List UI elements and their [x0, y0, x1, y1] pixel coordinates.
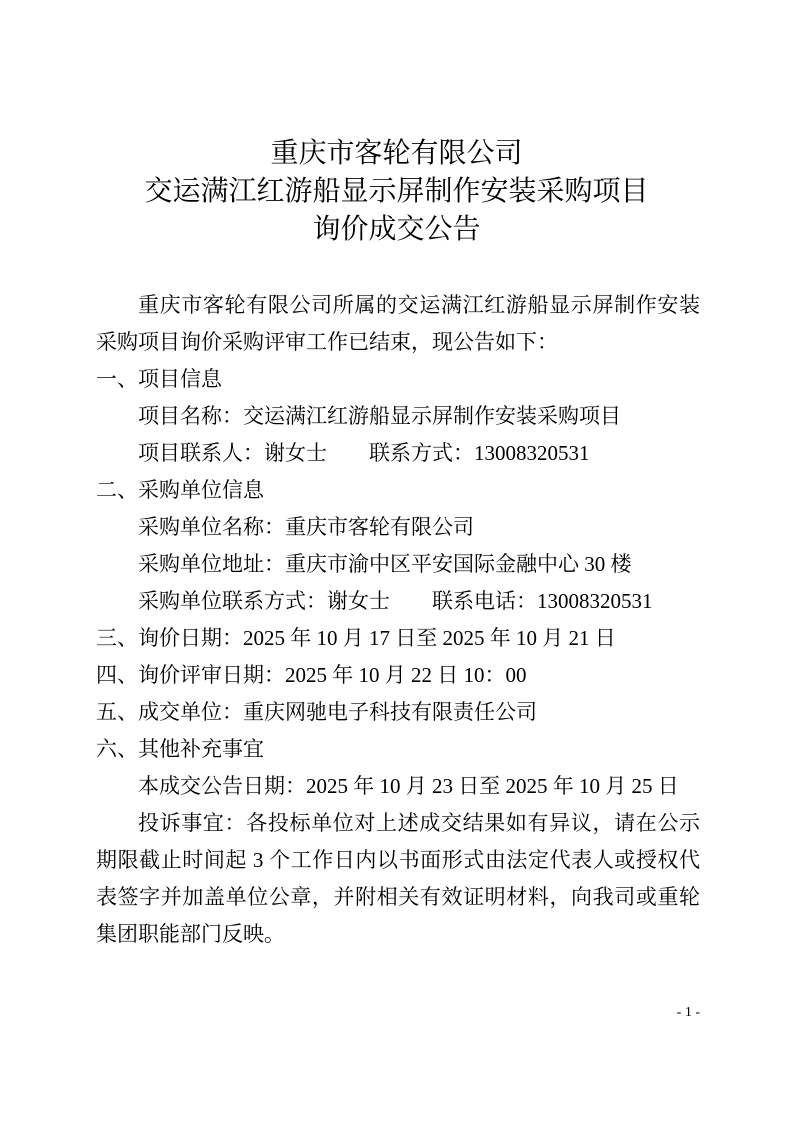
paragraph: 采购单位联系方式：谢女士 联系电话：13008320531	[138, 589, 653, 613]
paragraph: 采购单位地址：重庆市渝中区平安国际金融中心 30 楼	[138, 552, 632, 576]
paragraph: 项目联系人：谢女士 联系方式：13008320531	[138, 441, 590, 465]
document-title-line-1: 重庆市客轮有限公司	[270, 138, 523, 169]
paragraph: 项目名称：交运满江红游船显示屏制作安装采购项目	[138, 404, 621, 428]
paragraph: 一、项目信息	[96, 367, 222, 391]
paragraph: 本成交公告日期：2025 年 10 月 23 日至 2025 年 10 月 25 日	[138, 774, 679, 798]
paragraph: 投诉事宜：各投标单位对上述成交结果如有异议，请在公示期限截止时间起 3 个工作日内以书面形式由法定代表人或授权代表签字并加盖单位公章，并附相关有效证明材料，向我司或重轮集团职能部门反映。	[96, 811, 700, 946]
paragraph: 三、询价日期：2025 年 10 月 17 日至 2025 年 10 月 21 日	[96, 626, 616, 650]
paragraph: 六、其他补充事宜	[96, 737, 264, 761]
document-title-line-3: 询价成交公告	[312, 214, 481, 245]
document-body	[96, 287, 700, 953]
page-number: - 1 -	[676, 1005, 700, 1020]
paragraph: 五、成交单位：重庆网驰电子科技有限责任公司	[96, 700, 537, 724]
paragraph: 采购单位名称：重庆市客轮有限公司	[138, 515, 474, 539]
document-title	[0, 135, 793, 249]
paragraph: 二、采购单位信息	[96, 478, 264, 502]
paragraph: 重庆市客轮有限公司所属的交运满江红游船显示屏制作安装采购项目询价采购评审工作已结束，现公告如下：	[96, 293, 700, 354]
paragraph: 四、询价评审日期：2025 年 10 月 22 日 10：00	[96, 663, 527, 687]
document-title-line-2: 交运满江红游船显示屏制作安装采购项目	[144, 176, 649, 207]
